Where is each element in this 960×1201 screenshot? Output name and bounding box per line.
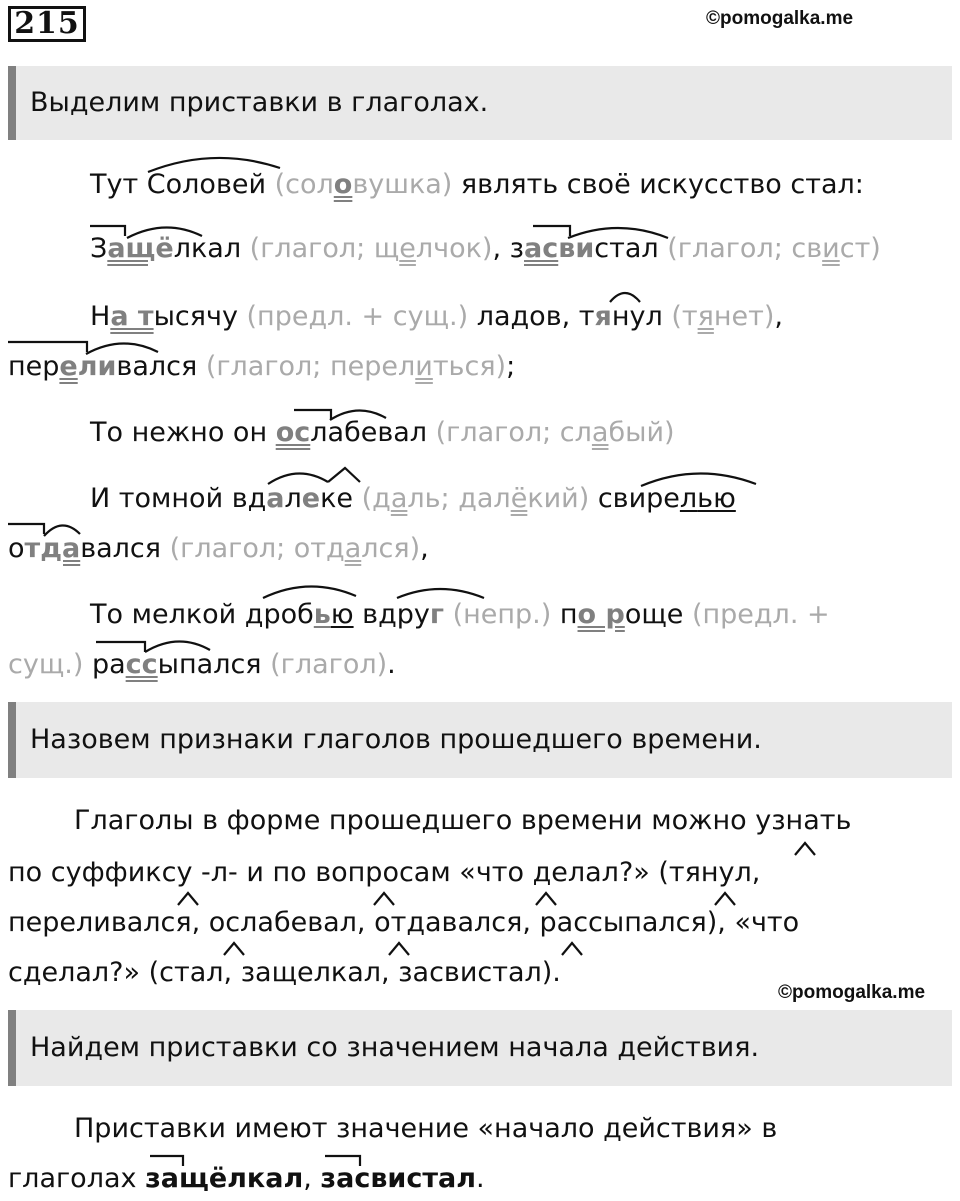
- exercise-number: 215: [8, 6, 86, 42]
- poem-line-7: отдавался (глагол; отдался),: [8, 533, 429, 564]
- verb-zashchelkal: защёлкал: [145, 1163, 304, 1194]
- section-heading-inception: [8, 1010, 952, 1086]
- verb-zasvistal: засвистал: [320, 1163, 476, 1194]
- poem-line-6: И томной вдалеке (даль; далёкий) свирелью: [90, 483, 736, 514]
- suffix-caret-rassypalsya: [715, 893, 735, 905]
- section-heading-text: Найдем приставки со значением начала действия.: [30, 1032, 760, 1063]
- poem-line-2: Защёлкал (глагол; щелчок), засвистал (глагол; свист): [90, 233, 881, 264]
- watermark-2: ©pomogalka.me: [778, 982, 926, 1003]
- suffix-caret-zashchelkal: [389, 943, 409, 955]
- past-tense-line-2: по суффиксу -л- и по вопросам «что делал?» (тянул,: [8, 857, 761, 888]
- root-arc-drobyu: [263, 586, 356, 598]
- suffix-caret-oslabeval: [374, 893, 394, 905]
- past-tense-line-3: переливался, ослабевал, отдавался, рассыпался), «что: [8, 907, 800, 938]
- section-heading-prefixes: [8, 66, 952, 140]
- poem-line-9: сущ.) рассыпался (глагол).: [8, 649, 396, 680]
- watermark: ©pomogalka.me: [706, 8, 854, 29]
- suffix-caret-otdavalsya: [536, 893, 556, 905]
- poem-line-3: На тысячу (предл. + сущ.) ладов, тянул (тянет),: [90, 301, 783, 332]
- suffix-caret-perelivalsya: [178, 893, 198, 905]
- section-heading-text: Назовем признаки глаголов прошедшего времени.: [30, 724, 762, 755]
- poem-line-1: Тут Соловей (соловушка) являть своё искусство стал:: [90, 169, 864, 200]
- root-arc-vdrug: [397, 589, 484, 598]
- poem-line-8: То мелкой дробью вдруг (непр.) по роще (предл. +: [90, 599, 830, 630]
- root-arc-vdaleke-2: [328, 468, 360, 482]
- suffix-caret-zasvistal: [562, 943, 582, 955]
- suffix-caret-stal: [224, 943, 244, 955]
- prefix-meaning-line-2: глаголах защёлкал, засвистал.: [8, 1163, 485, 1194]
- poem-line-5: То нежно он ослабевал (глагол; слабый): [90, 417, 675, 448]
- section-heading-past-tense: [8, 702, 952, 778]
- prefix-meaning-line-1: Приставки имеют значение «начало действия» в: [74, 1113, 778, 1144]
- past-tense-line-1: Глаголы в форме прошедшего времени можно узнать: [74, 805, 852, 836]
- past-tense-line-4: сделал?» (стал, защелкал, засвистал).: [8, 957, 561, 988]
- section-heading-text: Выделим приставки в глаголах.: [30, 87, 489, 118]
- suffix-caret-tyanul: [795, 843, 815, 855]
- poem-line-4: переливался (глагол; перелиться);: [8, 351, 516, 382]
